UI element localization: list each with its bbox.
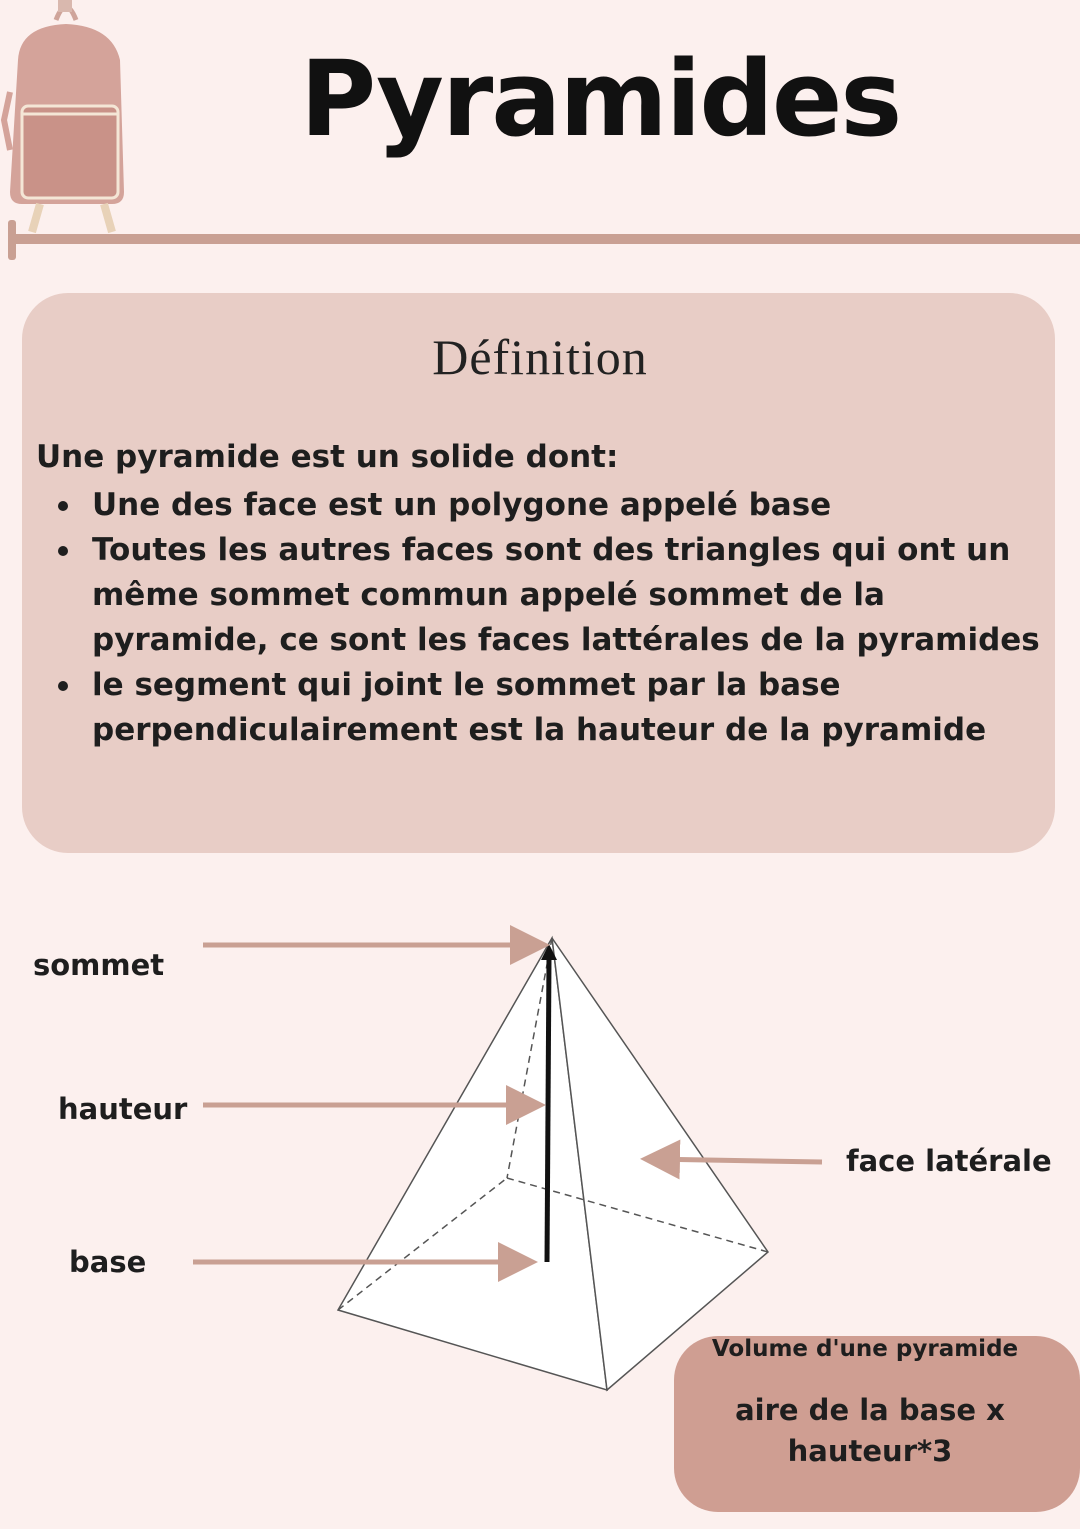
label-lateral-face: face latérale [846,1144,1052,1178]
height-line [547,958,549,1262]
volume-formula: aire de la base x hauteur*3 [735,1393,1005,1468]
page-title: Pyramides [300,38,901,160]
bullet-icon [58,546,68,556]
backpack-icon [0,0,140,240]
definition-intro: Une pyramide est un solide dont: [36,439,619,475]
label-base: base [69,1245,147,1279]
list-item [36,663,1056,753]
title-divider [8,216,1080,262]
definition-heading: Définition [432,329,648,385]
definition-point-base: Une des face est un polygone appelé base [92,487,832,523]
bullet-icon [58,681,68,691]
definition-point-lateral-faces: Toutes les autres faces sont des triangles qui ont un même sommet commun appelé sommet de la pyramide, ce sont les faces lattérales de la pyramides [92,532,1040,658]
label-height: hauteur [58,1092,188,1126]
list-item [36,483,1056,528]
bullet-icon [58,501,68,511]
definition-point-height: le segment qui joint le sommet par la base perpendiculairement est la hauteur de la pyramide [92,667,987,748]
label-apex: sommet [33,948,165,982]
list-item [36,528,1056,663]
lateral-face-arrow [650,1159,822,1162]
volume-title: Volume d'une pyramide [711,1336,1019,1362]
definition-list [36,483,1056,753]
